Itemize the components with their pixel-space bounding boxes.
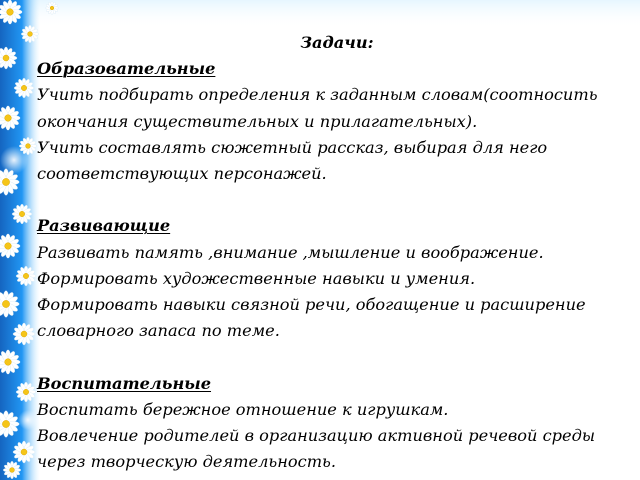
educational-line-4: соответствующих персонажей.: [37, 164, 327, 184]
developmental-line-1: Развивать память ,внимание ,мышление и воображение.: [37, 242, 544, 262]
spacer: [37, 344, 637, 370]
developmental-line-2: Формировать художественные навыки и умения.: [37, 268, 476, 288]
tasks-text: [37, 30, 637, 475]
upbringing-line-1: Воспитать бережное отношение к игрушкам.: [37, 399, 449, 419]
educational-line-3: Учить составлять сюжетный рассказ, выбирая для него: [37, 137, 548, 157]
section-heading-upbringing: Воспитательные: [37, 373, 212, 393]
developmental-line-4: словарного запаса по теме.: [37, 321, 280, 341]
educational-line-1: Учить подбирать определения к заданным словам(соотносить: [37, 85, 598, 105]
page-title: Задачи:: [300, 33, 374, 52]
spacer: [37, 187, 637, 213]
section-heading-educational: Образовательные: [37, 59, 216, 79]
educational-line-2: окончания существительных и прилагательных).: [37, 111, 478, 131]
section-heading-developmental: Развивающие: [37, 216, 171, 236]
upbringing-line-3: через творческую деятельность.: [37, 452, 337, 472]
developmental-line-3: Формировать навыки связной речи, обогащение и расширение: [37, 295, 586, 315]
upbringing-line-2: Вовлечение родителей в организацию активной речевой среды: [37, 426, 596, 446]
